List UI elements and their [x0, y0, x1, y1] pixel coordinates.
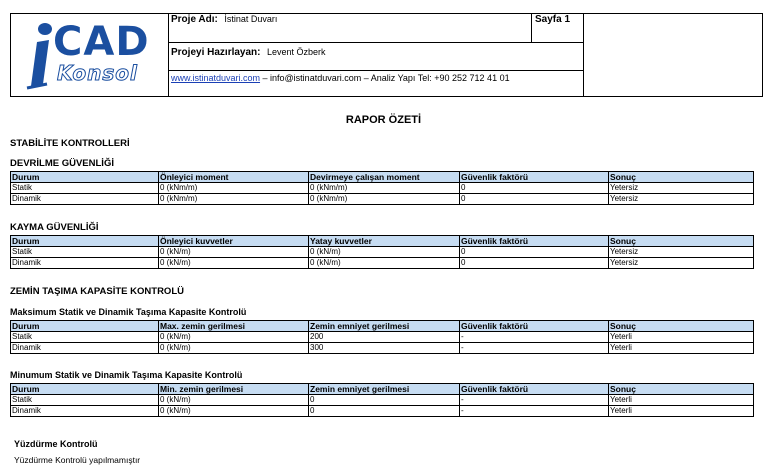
- table-cell: Statik: [11, 183, 159, 194]
- table-cell: 0 (kN/m): [159, 247, 309, 258]
- table-cell: Statik: [11, 332, 159, 343]
- report-title: RAPOR ÖZETİ: [345, 114, 422, 126]
- table-cell: 0 (kNm/m): [309, 194, 460, 205]
- table-cell: Dinamik: [11, 343, 159, 354]
- logo-konsol-text: Konsol: [57, 61, 138, 85]
- table-cell: Statik: [11, 247, 159, 258]
- sliding-table: [10, 235, 754, 269]
- header-cell: Sonuç: [609, 172, 754, 183]
- contact-row: [168, 71, 583, 96]
- punching-note: Yüzdürme Kontrolü yapılmamıştır: [14, 455, 141, 465]
- overturning-table: [10, 171, 754, 205]
- table-header-row: [11, 384, 754, 395]
- table-cell: 0 (kNm/m): [309, 183, 460, 194]
- table-cell: Dinamik: [11, 406, 159, 417]
- table-row: [11, 332, 754, 343]
- table-cell: Dinamik: [11, 194, 159, 205]
- header-cell: Önleyici moment: [159, 172, 309, 183]
- header-cell: Durum: [11, 384, 159, 395]
- table-cell: Yeterli: [609, 406, 754, 417]
- contact-info: – info@istinatduvari.com – Analiz Yapı Tel: +90 252 712 41 01: [260, 73, 510, 83]
- table-cell: 0 (kN/m): [159, 258, 309, 269]
- header-cell: Önleyici kuvvetler: [159, 236, 309, 247]
- table-cell: 0: [460, 258, 609, 269]
- bearing-section-title: ZEMİN TAŞIMA KAPASİTE KONTROLÜ: [10, 286, 184, 297]
- header-cell: Güvenlik faktörü: [460, 321, 609, 332]
- project-name: İstinat Duvarı: [224, 14, 278, 24]
- table-row: [11, 343, 754, 354]
- table-row: [11, 395, 754, 406]
- table-cell: Dinamik: [11, 258, 159, 269]
- header-cell: Devirmeye çalışan moment: [309, 172, 460, 183]
- header-cell: Güvenlik faktörü: [460, 236, 609, 247]
- header-cell: Min. zemin gerilmesi: [159, 384, 309, 395]
- bearing-max-title: Maksimum Statik ve Dinamik Taşıma Kapasite Kontrolü: [10, 307, 247, 317]
- table-cell: -: [460, 343, 609, 354]
- header-cell: Durum: [11, 236, 159, 247]
- table-cell: Yetersiz: [609, 247, 754, 258]
- logo-cad-text: CAD: [53, 19, 150, 65]
- stability-section-title: STABİLİTE KONTROLLERİ: [10, 138, 130, 149]
- table-cell: 0: [309, 406, 460, 417]
- table-cell: Yetersiz: [609, 194, 754, 205]
- header-cell: Durum: [11, 172, 159, 183]
- table-cell: 200: [309, 332, 460, 343]
- table-cell: Yetersiz: [609, 183, 754, 194]
- table-cell: 0 (kN/m): [309, 247, 460, 258]
- logo: [11, 14, 169, 96]
- bearing-min-title: Minumum Statik ve Dinamik Taşıma Kapasite Kontrolü: [10, 370, 243, 380]
- header-cell: Yatay kuvvetler: [309, 236, 460, 247]
- table-row: [11, 194, 754, 205]
- table-cell: Yeterli: [609, 395, 754, 406]
- sliding-title: KAYMA GÜVENLİĞİ: [10, 222, 99, 233]
- overturning-title: DEVRİLME GÜVENLİĞİ: [10, 158, 114, 169]
- bearing-max-table: [10, 320, 754, 354]
- table-cell: -: [460, 332, 609, 343]
- table-header-row: [11, 172, 754, 183]
- project-name-row: [168, 14, 583, 43]
- header-cell: Durum: [11, 321, 159, 332]
- table-cell: 0 (kNm/m): [159, 183, 309, 194]
- table-cell: 0: [460, 183, 609, 194]
- table-cell: Yeterli: [609, 343, 754, 354]
- logo-i-icon: [25, 22, 55, 90]
- table-cell: 0 (kN/m): [159, 332, 309, 343]
- table-row: [11, 247, 754, 258]
- website-link[interactable]: www.istinatduvari.com: [171, 73, 261, 83]
- prepared-by: Levent Özberk: [267, 47, 326, 57]
- table-cell: Yeterli: [609, 332, 754, 343]
- table-cell: -: [460, 395, 609, 406]
- header-cell: Güvenlik faktörü: [460, 384, 609, 395]
- table-header-row: [11, 321, 754, 332]
- table-row: [11, 183, 754, 194]
- table-cell: 300: [309, 343, 460, 354]
- header-cell: Zemin emniyet gerilmesi: [309, 384, 460, 395]
- header-cell: Güvenlik faktörü: [460, 172, 609, 183]
- table-cell: 0 (kN/m): [159, 406, 309, 417]
- table-cell: 0 (kN/m): [309, 258, 460, 269]
- table-cell: 0: [309, 395, 460, 406]
- table-header-row: [11, 236, 754, 247]
- header-empty-cell: [583, 14, 763, 96]
- punching-title: Yüzdürme Kontrolü: [14, 439, 98, 449]
- table-cell: Yetersiz: [609, 258, 754, 269]
- project-label: Proje Adı:: [171, 14, 218, 25]
- table-row: [11, 258, 754, 269]
- header-cell: Sonuç: [609, 236, 754, 247]
- table-cell: 0 (kNm/m): [159, 194, 309, 205]
- table-cell: Statik: [11, 395, 159, 406]
- header-cell: Zemin emniyet gerilmesi: [309, 321, 460, 332]
- bearing-min-table: [10, 383, 754, 417]
- page-number: Sayfa 1: [531, 14, 583, 43]
- table-cell: 0: [460, 247, 609, 258]
- prepared-by-row: [168, 43, 583, 71]
- table-cell: 0: [460, 194, 609, 205]
- header-cell: Max. zemin gerilmesi: [159, 321, 309, 332]
- prepared-label: Projeyi Hazırlayan:: [171, 47, 261, 58]
- table-cell: -: [460, 406, 609, 417]
- header-cell: Sonuç: [609, 321, 754, 332]
- table-row: [11, 406, 754, 417]
- header-cell: Sonuç: [609, 384, 754, 395]
- table-cell: 0 (kN/m): [159, 395, 309, 406]
- report-header: [10, 13, 763, 97]
- table-cell: 0 (kN/m): [159, 343, 309, 354]
